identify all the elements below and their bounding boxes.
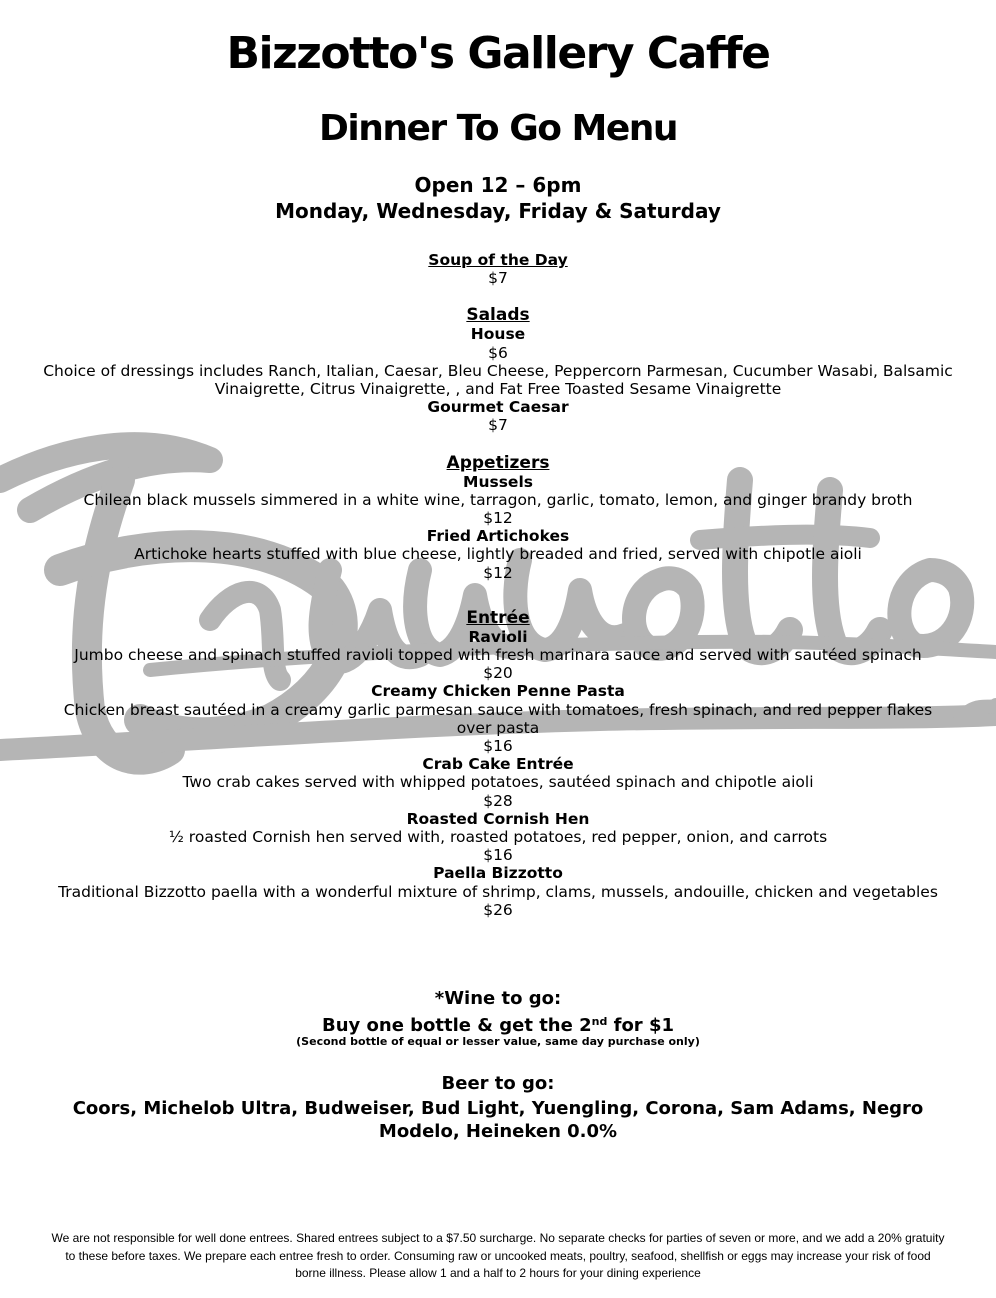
- salads-heading: Salads: [466, 305, 530, 326]
- salad-caesar-name: Gourmet Caesar: [427, 398, 569, 417]
- entree-cornish-hen-price: $16: [483, 846, 513, 865]
- beer-heading: Beer to go:: [441, 1073, 555, 1094]
- soup-heading: Soup of the Day: [428, 251, 568, 269]
- appetizers-heading: Appetizers: [446, 452, 550, 473]
- hours-days: Monday, Wednesday, Friday & Saturday: [275, 199, 721, 223]
- beer-list: Coors, Michelob Ultra, Budweiser, Bud Light, Yuengling, Corona, Sam Adams, Negro Modelo, Heineken 0.0%: [72, 1098, 924, 1142]
- entree-heading: Entrée: [466, 607, 530, 628]
- wine-offer-sup: nd: [591, 1015, 608, 1028]
- disclaimer: We are not responsible for well done entrees. Shared entrees subject to a $7.50 surcharge. No separate checks for parties of seven or more, and we add a 20% gratuity to these before taxes. We prepare each entree fresh to order. Consuming raw or uncooked meats, poultry, seafood, shellfish or eggs may increase your risk of food borne illness. Please allow 1 and a half to 2 hours for your dining experience: [51, 1231, 945, 1280]
- wine-note: (Second bottle of equal or lesser value, same day purchase only): [296, 1035, 700, 1048]
- menu-title: Dinner To Go Menu: [318, 108, 678, 149]
- entree-crabcake-name: Crab Cake Entrée: [422, 755, 574, 774]
- entree-penne-name: Creamy Chicken Penne Pasta: [371, 682, 625, 701]
- entree-cornish-hen-name: Roasted Cornish Hen: [406, 809, 590, 828]
- entree-paella-name: Paella Bizzotto: [433, 864, 563, 883]
- appetizer-mussels-price: $12: [483, 509, 513, 528]
- entree-penne-price: $16: [483, 737, 513, 756]
- salad-house-description: Choice of dressings includes Ranch, Italian, Caesar, Bleu Cheese, Peppercorn Parmesan, Cucumber Wasabi, Balsamic Vinaigrette, Citrus Vinaigrette, , and Fat Free Toasted Sesame Vinaigrette: [43, 361, 953, 399]
- appetizer-artichokes-price: $12: [483, 563, 513, 582]
- appetizer-mussels-description: Chilean black mussels simmered in a white wine, tarragon, garlic, tomato, lemon, and ginger brandy broth: [83, 490, 913, 509]
- restaurant-name: Bizzotto's Gallery Caffe: [226, 28, 770, 79]
- wine-heading: *Wine to go:: [434, 988, 562, 1009]
- salad-house-price: $6: [488, 343, 508, 362]
- appetizer-artichokes-description: Artichoke hearts stuffed with blue cheese, lightly breaded and fried, served with chipotle aioli: [134, 545, 862, 564]
- entree-paella-price: $26: [483, 900, 513, 919]
- wine-offer: [0, 1011, 996, 1037]
- salad-caesar-price: $7: [488, 416, 508, 435]
- wine-offer-post: for $1: [607, 1015, 674, 1036]
- entree-ravioli-price: $20: [483, 664, 513, 683]
- entree-cornish-hen-description: ½ roasted Cornish hen served with, roasted potatoes, red pepper, onion, and carrots: [168, 828, 828, 847]
- hours-time: Open 12 – 6pm: [414, 173, 582, 197]
- appetizer-mussels-name: Mussels: [463, 472, 533, 491]
- soup-price: $7: [488, 269, 508, 288]
- entree-crabcake-description: Two crab cakes served with whipped potatoes, sautéed spinach and chipotle aioli: [182, 773, 814, 792]
- entree-penne-description: Chicken breast sautéed in a creamy garlic parmesan sauce with tomatoes, fresh spinach, and red pepper flakes over pasta: [63, 700, 933, 737]
- entree-crabcake-price: $28: [483, 791, 513, 810]
- entree-ravioli-name: Ravioli: [468, 627, 528, 646]
- entree-ravioli-description: Jumbo cheese and spinach stuffed ravioli topped with fresh marinara sauce and served with sautéed spinach: [74, 646, 922, 665]
- salad-house-name: House: [470, 325, 526, 344]
- wine-offer-pre: Buy one bottle & get the 2: [321, 1015, 592, 1036]
- menu-body: [0, 251, 996, 919]
- entree-paella-description: Traditional Bizzotto paella with a wonderful mixture of shrimp, clams, mussels, andouille, chicken and vegetables: [58, 882, 938, 901]
- appetizer-artichokes-name: Fried Artichokes: [426, 527, 570, 546]
